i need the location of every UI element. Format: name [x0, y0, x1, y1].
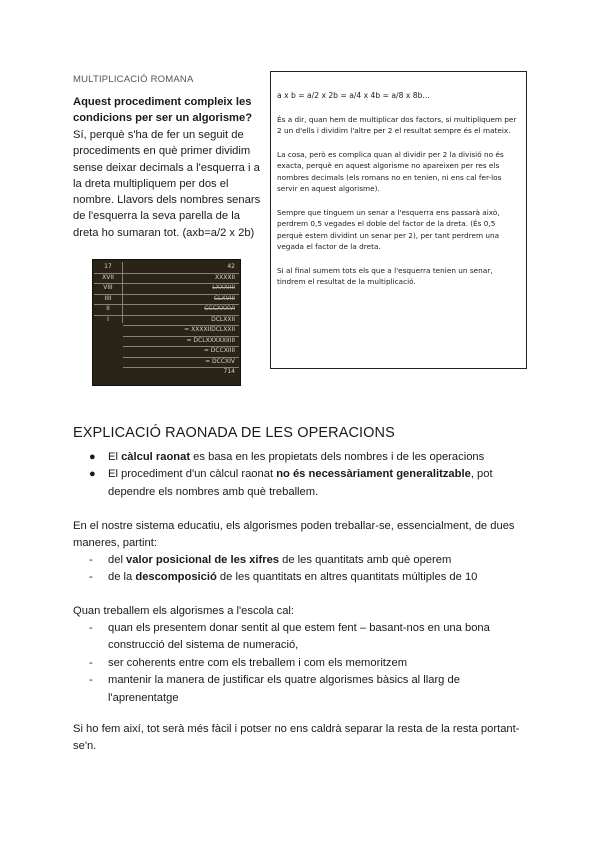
dash-bold: valor posicional de les xifres [126, 554, 280, 566]
dash-text: ser coherents entre com els treballem i com els memoritzem [108, 656, 408, 669]
roman-right-cell: = XXXXIIDCLXXII [184, 326, 235, 333]
dash-item [73, 672, 533, 707]
dash-item [73, 655, 533, 672]
dash-bold: descomposició [135, 571, 217, 584]
intro-paragraph-2: Quan treballem els algorismes a l'escola cal: [73, 605, 295, 617]
section-label: MULTIPLICACIÓ ROMANA [73, 74, 194, 85]
dash-text: quan els presentem donar sentit al que estem fent – basant-nos en una bona construcció del sistema de numeració, [108, 622, 490, 652]
roman-multiplication-table [92, 259, 241, 386]
roman-left-cell: 17 [104, 263, 112, 270]
bullet-list [73, 449, 533, 501]
explanation-paragraph-2: La cosa, però es complica quan al dividir per 2 la divisió no és exacta, perquè en aquest algorisme no apareixen per res els nombres decimals (els romans no en tenien, ni ens cal fer-los servir en aquest algorisme). [277, 149, 504, 193]
roman-table-row [93, 273, 240, 284]
dash-marker: - [89, 656, 93, 669]
dash-marker: - [89, 554, 93, 566]
dash-text: de la [108, 571, 136, 584]
bullet-text: , pot dependre els nombres amb què treballem. [108, 468, 493, 498]
bullet-text: es basa en les propietats dels nombres i de les operacions [190, 451, 485, 463]
roman-left-cell: II [106, 305, 110, 312]
dash-list [73, 552, 533, 587]
dash-text: de les quantitats amb què operem [279, 554, 452, 566]
roman-right-cell: = DCCXIV [205, 357, 235, 365]
roman-right-cell: = DCCXIIII [203, 347, 235, 354]
closing-paragraph: Si ho fem així, tot serà més fàcil i potser no ens caldrà separar la resta de la resta portant-se'n. [73, 723, 520, 753]
bullet-dot-icon: ● [89, 451, 96, 463]
bullet-item [73, 466, 533, 501]
roman-table-row [93, 336, 240, 347]
bullet-text: El [108, 451, 122, 463]
bullet-bold: no és necessàriament generalitzable [276, 468, 471, 481]
roman-left-cell: XVII [102, 273, 114, 281]
roman-right-cell: CCCXXXVI [204, 305, 235, 312]
bullet-dot-icon: ● [89, 468, 96, 481]
dash-list [73, 620, 533, 707]
lead-question: Aquest procediment compleix les condicions per ser un algorisme? [73, 96, 253, 124]
explanation-paragraph-3: Sempre que tinguem un senar a l'esquerra ens passarà això, perdrem 0,5 vegades el doble del factor de la dreta. (És 0,5 perquè estem dividint un senar per 2), per tant perdrem una vegada el factor de la dreta. [277, 207, 500, 251]
roman-left-cell: VIII [103, 284, 113, 291]
roman-table-row [93, 262, 240, 273]
lead-answer: Sí, perquè s'ha de fer un seguit de procediments en què primer dividim sense deixar decimals a l'esquerra i a la dreta multipliquem per dos el nombre. Llavors dels nombres senars de l'esquerra la seva parella de la dreta ho sumaran tot. (axb=a/2 x 2b) [73, 129, 261, 239]
dash-marker: - [89, 674, 93, 687]
roman-table-row [93, 315, 240, 326]
dash-marker: - [89, 571, 93, 584]
dash-item [73, 620, 533, 655]
formula-text: a x b = a/2 x 2b = a/4 x 4b = a/8 x 8b… [277, 91, 431, 100]
roman-table-row [93, 304, 240, 315]
explanation-paragraph-1: És a dir, quan hem de multiplicar dos factors, si multipliquem per 2 un d'ells i dividim l'altre per 2 el resultat sempre és el mateix. [277, 114, 517, 135]
explanation-paragraph-4: Si al final sumem tots els que a l'esquerra tenien un senar, tindrem el resultat de la multiplicació. [277, 265, 493, 286]
roman-right-cell: LXXXIIII [212, 284, 235, 291]
dash-item [73, 569, 533, 586]
roman-table-row [93, 367, 240, 378]
dash-marker: - [89, 622, 93, 634]
roman-right-cell: = DCLXXXXXIIIII [186, 336, 235, 344]
roman-table-row [93, 283, 240, 294]
roman-left-cell: I [107, 315, 109, 323]
bullet-item [73, 449, 533, 466]
bullet-bold: càlcul raonat [121, 451, 191, 463]
roman-right-cell: CLXVIII [213, 294, 235, 302]
roman-right-cell: 714 [223, 368, 235, 375]
explanation-box [270, 71, 527, 369]
roman-table-row [93, 357, 240, 368]
roman-right-cell: 42 [227, 263, 235, 270]
bullet-text: El procediment d'un càlcul raonat [108, 468, 277, 481]
dash-text: del [108, 554, 127, 566]
intro-paragraph-1: En el nostre sistema educatiu, els algorismes poden treballar-se, essencialment, de dues maneres, partint: [73, 520, 515, 550]
roman-table-row [93, 294, 240, 305]
dash-text: de les quantitats en altres quantitats múltiples de 10 [216, 571, 478, 584]
roman-table-row [93, 325, 240, 336]
roman-right-cell: DCLXXII [211, 315, 235, 323]
roman-left-cell: IIII [104, 294, 112, 302]
dash-text: mantenir la manera de justificar els quatre algorismes bàsics al llarg de l'aprenentatge [108, 674, 460, 704]
roman-right-cell: XXXXII [215, 273, 235, 281]
roman-table-row [93, 346, 240, 357]
dash-item [73, 552, 533, 569]
main-heading: EXPLICACIÓ RAONADA DE LES OPERACIONS [73, 425, 395, 441]
